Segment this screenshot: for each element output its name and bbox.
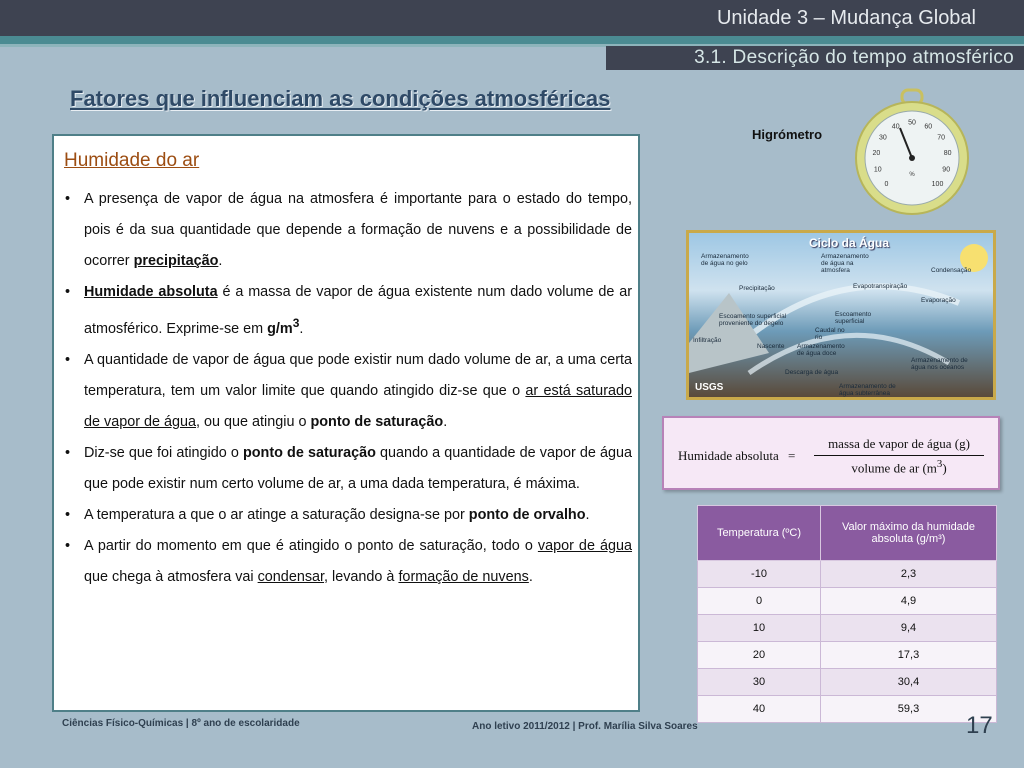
hygrometer-unit: % — [909, 172, 915, 178]
water-cycle-title: Ciclo da Água — [809, 236, 890, 250]
hygrometer-scale-label: 50 — [908, 119, 916, 127]
fraction-bar — [814, 455, 984, 456]
term-saturated-air: ar está saturado de vapor de água — [84, 382, 632, 430]
hygrometer-scale-label: 60 — [924, 123, 933, 131]
water-cycle-image: Ciclo da Água Armazenamento de água no gelo Armazenamento de água na atmosfera Condensação Precipitação Evapotranspiração Evaporação Escoamento superficial proveniente do degelo Escoamento superficial Caudal no rio Infiltração Nascente Armazenamento de água doce Armazenamento de água nos oceanos Descarga de água Armazenamento de água subterrânea USGS — [686, 230, 996, 400]
list-item: • A quantidade de vapor de água que pode existir num dado volume de ar, a uma certa temperatura, tem um valor limite que quando atingido diz-se que o ar está saturado de vapor de água, ou que atingiu o ponto de saturação. — [62, 345, 632, 438]
hygrometer-scale-label: 90 — [942, 166, 951, 174]
hygrometer-icon — [850, 88, 975, 218]
footer-course: Ciências Físico-Químicas | 8º ano de escolaridade — [62, 718, 300, 729]
usgs-logo: USGS — [695, 382, 724, 393]
list-item: • A partir do momento em que é atingido o ponto de saturação, todo o vapor de água que chega à atmosfera vai condensar, levando à formação de nuvens. — [62, 531, 632, 593]
footer-author: Ano letivo 2011/2012 | Prof. Marília Silva Soares — [472, 721, 698, 732]
hygrometer-scale-label: 80 — [943, 149, 952, 157]
hygrometer-scale-label: 100 — [931, 181, 944, 188]
hygrometer-label: Higrómetro — [752, 127, 823, 142]
hygrometer-scale-label: 0 — [884, 181, 889, 188]
header-bar — [0, 0, 1024, 36]
humidity-table — [697, 505, 997, 723]
hygrometer-scale-label: 40 — [891, 123, 900, 131]
hygrometer-scale-label: 20 — [872, 149, 881, 157]
humidity-text-box — [52, 134, 640, 712]
table-row: 20 17,3 — [698, 642, 997, 669]
link-precipitation: precipitação — [133, 253, 219, 269]
term-condense: condensar — [257, 568, 325, 585]
absolute-humidity-formula — [662, 416, 1000, 490]
header-band — [0, 36, 1024, 44]
table-row: 10 9,4 — [698, 615, 997, 642]
list-item: • A presença de vapor de água na atmosfera é importante para o estado do tempo, pois é da sua quantidade que depende a formação de nuvens e a possibilidade de ocorrer precipitação. — [62, 184, 632, 277]
section-heading: Humidade do ar — [64, 150, 200, 171]
page-number: 17 — [966, 712, 993, 739]
table-row: 40 59,3 — [698, 696, 997, 723]
formula-denominator: volume de ar $(m^3)$ — [851, 458, 947, 476]
list-item: • Humidade absoluta é a massa de vapor de água existente num dado volume de ar atmosférico. Exprime-se em $g/m^3$. — [62, 277, 632, 345]
main-title: Fatores que influenciam as condições atmosféricas — [70, 86, 611, 111]
table-row: -10 2,3 — [698, 561, 997, 588]
term-absolute-humidity: Humidade absoluta — [84, 284, 218, 300]
hygrometer-scale-label: 10 — [873, 166, 882, 174]
hygrometer-scale-label: 30 — [879, 134, 887, 142]
subtitle-bar — [606, 46, 1024, 70]
list-item: • Diz-se que foi atingido o ponto de saturação quando a quantidade de vapor de água que pode existir num certo volume de ar, a uma dada temperatura, é máxima. — [62, 438, 632, 500]
header-temperature: Temperatura (ºC) — [698, 506, 821, 561]
term-water-vapor: vapor de água — [537, 537, 633, 554]
table-row: 30 30,4 — [698, 669, 997, 696]
table-row: 0 4,9 — [698, 588, 997, 615]
list-item: • A temperatura a que o ar atinge a saturação designa-se por ponto de orvalho. — [62, 500, 632, 531]
hygrometer-scale-label: 70 — [937, 134, 945, 142]
formula-lhs: Humidade absoluta — [678, 448, 779, 463]
header-max-humidity: Valor máximo da humidade absoluta (g/m³) — [821, 506, 997, 561]
formula-numerator: massa de vapor de água (g) — [828, 436, 970, 451]
formula-equals: = — [788, 448, 796, 463]
subtitle: 3.1. Descrição do tempo atmosférico — [694, 47, 1014, 68]
unit-title: Unidade 3 – Mudança Global — [716, 7, 976, 29]
term-cloud-formation: formação de nuvens — [398, 568, 529, 585]
bullet-list — [62, 184, 632, 593]
